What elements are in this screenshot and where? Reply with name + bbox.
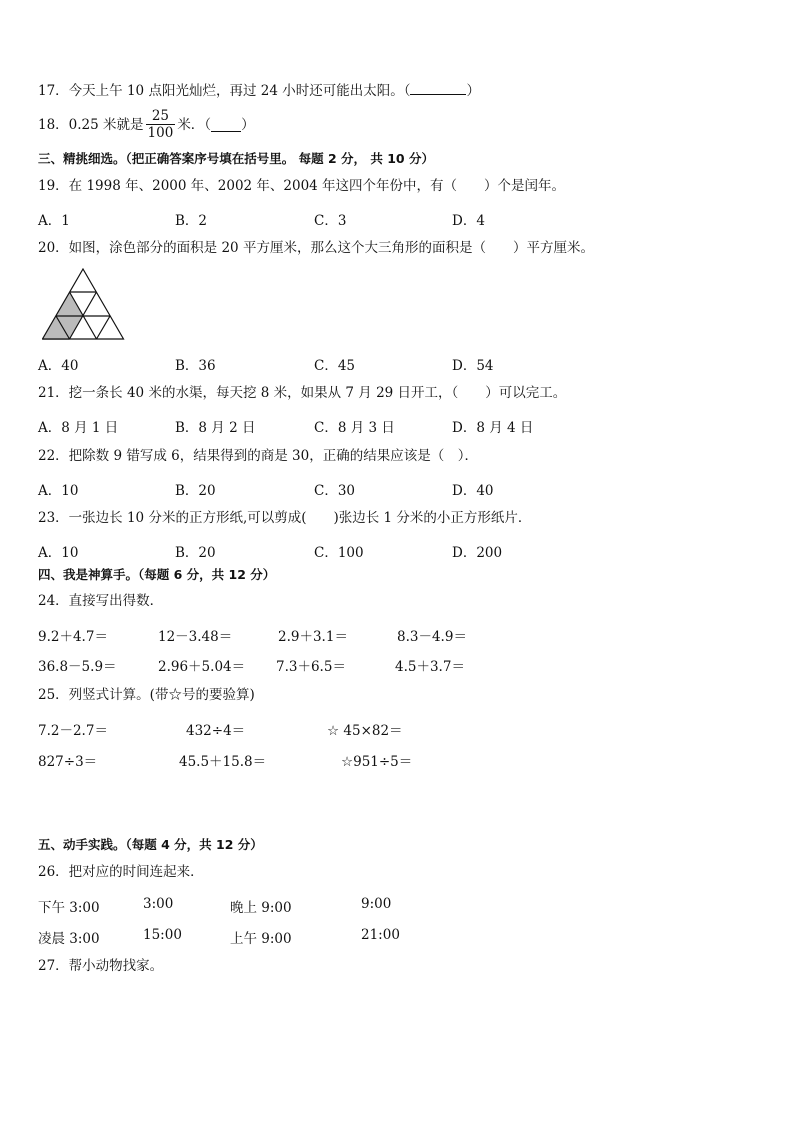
q24-calc-3: 2.9＋3.1＝ [278,629,348,645]
q24-calc-4: 8.3－4.9＝ [397,629,467,645]
question-20-text: 20．如图，涂色部分的面积是 20 平方厘米，那么这个大三角形的面积是（ ）平方厘米。 [38,240,594,256]
q23-option-a[interactable]: A．10 [38,545,79,561]
q23-option-d[interactable]: D．200 [452,545,503,561]
q25-calc-1: 7.2－2.7＝ [38,723,108,739]
section-3-heading: 三、精挑细选。（把正确答案序号填在括号里。 每题 2 分， 共 10 分） [38,151,434,166]
q22-option-b[interactable]: B．20 [175,483,216,499]
q25-calc-5: 45.5＋15.8＝ [179,754,267,770]
question-24-text: 24．直接写出得数． [38,593,164,609]
q25-calc-2: 432÷4＝ [186,723,246,739]
q24-calc-1: 9.2＋4.7＝ [38,629,108,645]
q22-option-c[interactable]: C．30 [314,483,356,499]
q24-calc-6: 2.96＋5.04＝ [158,659,246,675]
triangle-figure [42,268,126,340]
q20-option-b[interactable]: B．36 [175,358,216,374]
section-5-heading: 五、动手实践。（每题 4 分，共 12 分） [38,837,263,852]
question-25-text: 25．列竖式计算。(带☆号的要验算) [38,687,255,703]
q21-option-d[interactable]: D．8 月 4 日 [452,420,534,436]
q19-option-c[interactable]: C．3 [314,213,347,229]
section-4-heading: 四、我是神算手。（每题 6 分，共 12 分） [38,567,276,582]
q22-option-a[interactable]: A．10 [38,483,79,499]
answer-blank-17[interactable] [410,94,466,95]
q26-time-7[interactable]: 上午 9:00 [230,931,292,947]
q21-option-b[interactable]: B．8 月 2 日 [175,420,256,436]
question-23-text: 23．一张边长 10 分米的正方形纸,可以剪成( )张边长 1 分米的小正方形纸片． [38,510,532,526]
question-19-text: 19．在 1998 年、2000 年、2002 年、2004 年这四个年份中，有（ ）个是闰年。 [38,178,566,194]
shaded-triangle-1 [56,292,83,316]
q24-calc-2: 12－3.48＝ [158,629,233,645]
q25-calc-6: ☆951÷5＝ [341,754,413,770]
q26-time-2[interactable]: 3:00 [143,896,174,912]
q19-option-a[interactable]: A．1 [38,213,70,229]
q25-calc-3: ☆ 45×82＝ [327,723,403,739]
q23-option-c[interactable]: C．100 [314,545,364,561]
q21-option-a[interactable]: A．8 月 1 日 [38,420,119,436]
q19-option-d[interactable]: D．4 [452,213,485,229]
q26-time-3[interactable]: 晚上 9:00 [230,900,292,916]
fraction-25-over-100: $\frac{25}{100}$ [147,108,174,141]
q20-option-c[interactable]: C．45 [314,358,356,374]
q24-calc-7: 7.3＋6.5＝ [276,659,346,675]
question-22-text: 22．把除数 9 错写成 6，结果得到的商是 30，正确的结果应该是（ ）． [38,448,478,464]
question-17-text: 17．今天上午 10 点阳光灿烂，再过 24 小时还可能出太阳。（ [38,83,411,99]
q20-option-d[interactable]: D．54 [452,358,494,374]
q26-time-4[interactable]: 9:00 [361,896,392,912]
q26-time-8[interactable]: 21:00 [361,927,400,943]
q24-calc-5: 36.8－5.9＝ [38,659,117,675]
answer-blank-18[interactable] [211,117,241,132]
question-18: 18．0.25 米就是 $\frac{25}{100}$ 米．（ ） [38,108,255,141]
question-17: 17．今天上午 10 点阳光灿烂，再过 24 小时还可能出太阳。（ ） [38,83,480,99]
q20-option-a[interactable]: A．40 [38,358,79,374]
question-27-text: 27．帮小动物找家。 [38,958,164,974]
q22-option-d[interactable]: D．40 [452,483,494,499]
q26-time-5[interactable]: 凌晨 3:00 [38,931,100,947]
q24-calc-8: 4.5＋3.7＝ [395,659,465,675]
q25-calc-4: 827÷3＝ [38,754,98,770]
q19-option-b[interactable]: B．2 [175,213,208,229]
q23-option-b[interactable]: B．20 [175,545,216,561]
q21-option-c[interactable]: C．8 月 3 日 [314,420,395,436]
question-26-text: 26．把对应的时间连起来． [38,864,204,880]
question-21-text: 21．挖一条长 40 米的水渠，每天挖 8 米，如果从 7 月 29 日开工，（ ）可以完工。 [38,385,567,401]
q26-time-1[interactable]: 下午 3:00 [38,900,100,916]
q26-time-6[interactable]: 15:00 [143,927,182,943]
